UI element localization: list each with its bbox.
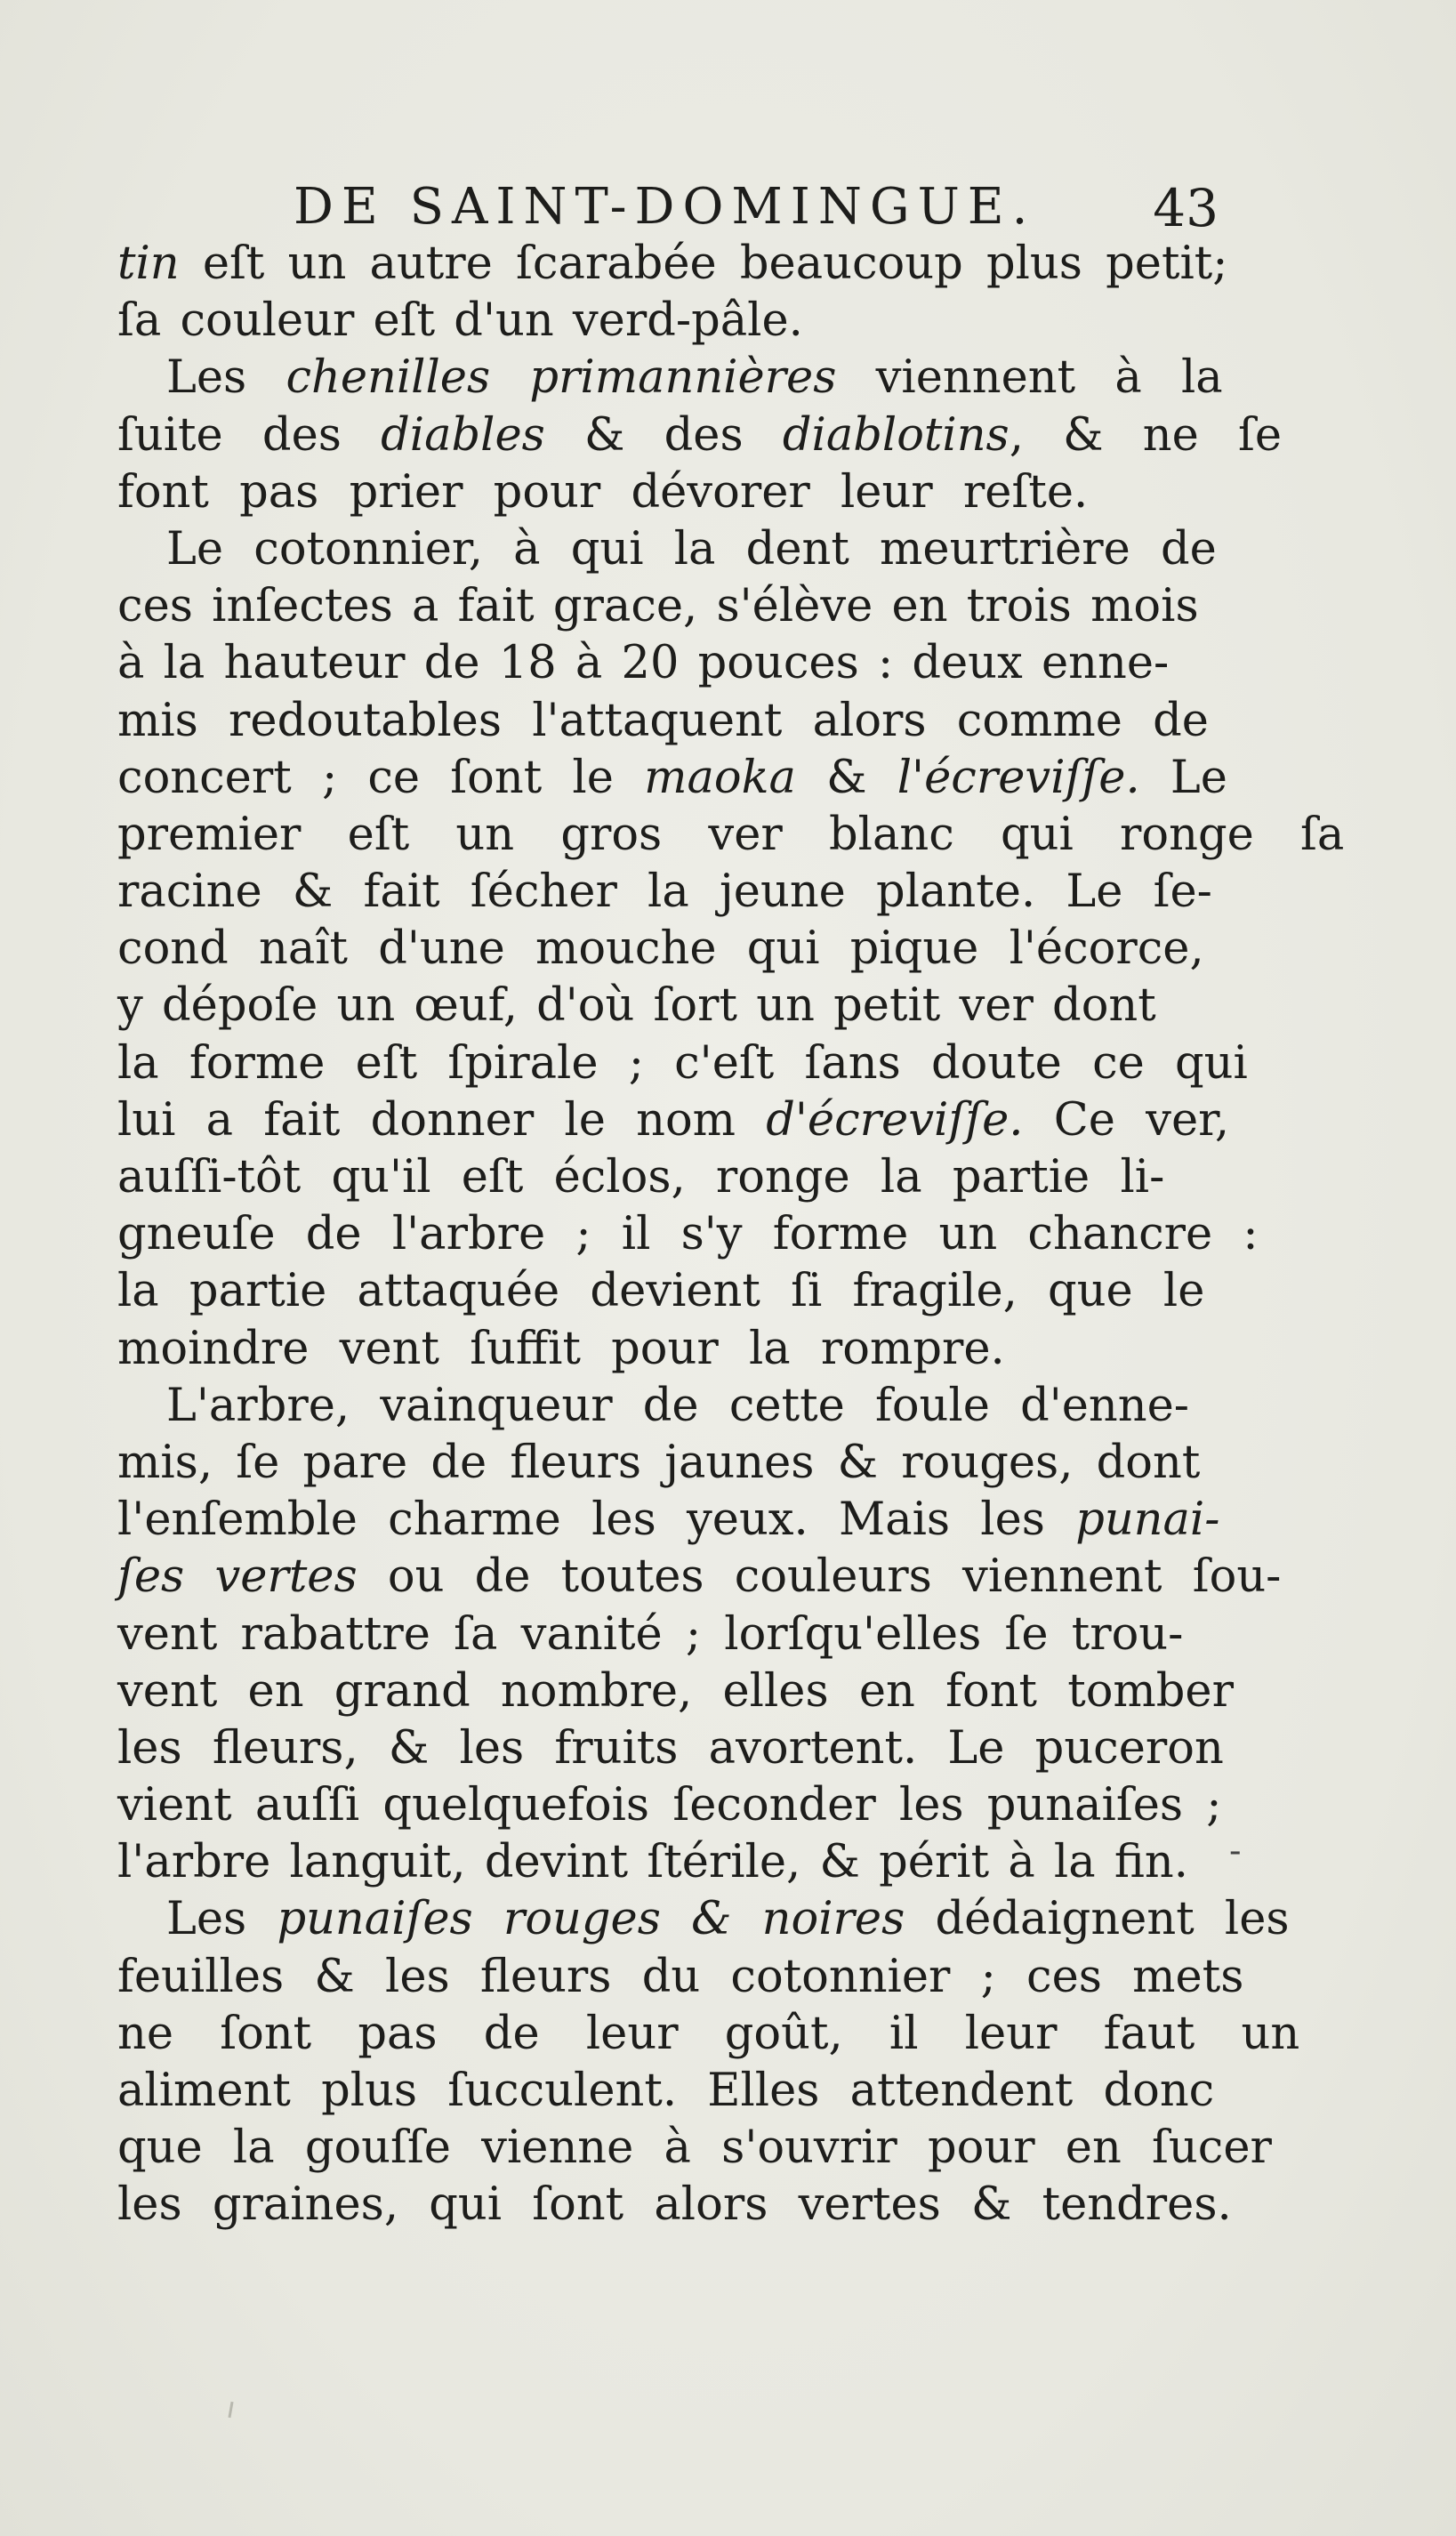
- line-text: gneuſe de l'arbre ; il s'y forme un chancre :: [117, 1208, 1259, 1261]
- text-line: [117, 978, 1225, 1035]
- text-line: [117, 2063, 1225, 2120]
- text-line: [117, 864, 1225, 921]
- text-line: [117, 635, 1225, 692]
- text-line: [117, 1206, 1259, 1263]
- text-line: [117, 1263, 1225, 1320]
- text-line: [117, 2177, 1232, 2234]
- line-text: mis, ſe pare de fleurs jaunes & rouges, dont: [117, 1436, 1201, 1489]
- line-text: , & ne ſe: [1009, 408, 1283, 462]
- text-line: [117, 1549, 1282, 1606]
- italic-phrase: d'écreviſſe.: [766, 1093, 1024, 1147]
- paper-speck: [228, 2402, 233, 2418]
- text-line: [117, 1492, 1225, 1549]
- line-text: l'arbre languit, devint ſtérile, & périt à la fin.: [117, 1836, 1188, 1889]
- line-text: les fleurs, & les fruits avortent. Le puceron: [117, 1721, 1224, 1775]
- line-text: que la gouſſe vienne à s'ouvrir pour en ſucer: [117, 2121, 1272, 2175]
- line-text: Les: [166, 1893, 278, 1946]
- margin-dash-mark: -: [1229, 1831, 1242, 1872]
- line-text: & des: [544, 408, 783, 462]
- line-text: aliment plus ſucculent. Elles attendent donc: [117, 2065, 1215, 2117]
- text-line: [117, 921, 1225, 978]
- line-text: feuilles & les fleurs du cotonnier ; ces mets: [117, 1950, 1244, 2003]
- italic-phrase: maoka: [644, 751, 796, 804]
- line-text: auſſi-tôt qu'il eſt éclos, ronge la partie li-: [117, 1151, 1165, 1204]
- text-line: [117, 1092, 1230, 1149]
- text-line: [117, 1663, 1234, 1720]
- text-line: [117, 1720, 1225, 1777]
- italic-phrase: l'écreviſſe.: [897, 751, 1140, 804]
- text-line: [117, 1606, 1225, 1663]
- text-line: [117, 1891, 1290, 1948]
- line-text: vent rabattre ſa vanité ; lorſqu'elles ſe trou-: [117, 1607, 1184, 1661]
- line-text: dédaignent les: [905, 1893, 1290, 1946]
- italic-phrase: chenilles primannières: [286, 351, 837, 405]
- line-text: mis redoutables l'attaquent alors comme de: [117, 694, 1209, 747]
- line-text: racine & fait ſécher la jeune plante. Le ſe-: [117, 865, 1212, 919]
- text-line: [117, 1378, 1225, 1435]
- text-line: [117, 2006, 1300, 2063]
- body-text: [117, 236, 1345, 2234]
- italic-phrase: diablotins: [782, 408, 1010, 462]
- running-head: [294, 178, 1219, 240]
- italic-phrase: punaiſes rouges & noires: [277, 1893, 905, 1946]
- line-text: L'arbre, vainqueur de cette foule d'enne-: [166, 1379, 1190, 1432]
- running-head-title: DE SAINT-DOMINGUE.: [294, 178, 1036, 236]
- line-text: cond naît d'une mouche qui pique l'écorce,: [117, 922, 1204, 976]
- text-line: [117, 1435, 1225, 1492]
- line-text: concert ; ce ſont le: [117, 751, 645, 804]
- line-text: la partie attaquée devient ſi fragile, que le: [117, 1265, 1205, 1318]
- line-text: font pas prier pour dévorer leur reſte.: [117, 465, 1089, 519]
- line-text: ces inſectes a fait grace, s'élève en trois mois: [117, 580, 1199, 633]
- line-text: lui a fait donner le nom: [117, 1093, 767, 1147]
- line-text: ne ſont pas de leur goût, il leur faut un: [117, 2007, 1300, 2060]
- text-line: [117, 807, 1345, 864]
- text-line: [117, 2120, 1272, 2177]
- line-text: ſuite des: [117, 408, 382, 462]
- italic-phrase: punai-: [1075, 1493, 1220, 1547]
- italic-word: tin: [117, 237, 180, 290]
- text-line: [117, 1949, 1244, 2006]
- text-line: [117, 1149, 1225, 1206]
- text-line: [117, 407, 1283, 464]
- text-line: [117, 578, 1225, 635]
- text-line: [117, 464, 1225, 521]
- line-text: Le: [1139, 751, 1227, 804]
- line-text: vent en grand nombre, elles en font tomber: [117, 1664, 1234, 1718]
- line-text: les graines, qui ſont alors vertes & tendres.: [117, 2178, 1232, 2232]
- italic-phrase: diables: [381, 408, 545, 462]
- line-text: la forme eſt ſpirale ; c'eſt ſans doute ce qui: [117, 1036, 1248, 1090]
- text-line: [117, 693, 1225, 750]
- text-line: [117, 750, 1225, 807]
- text-line: [117, 236, 1228, 293]
- text-line: [117, 293, 1225, 350]
- line-text: Le cotonnier, à qui la dent meurtrière de: [166, 522, 1217, 576]
- text-line: [117, 1834, 1225, 1891]
- text-line: [117, 1321, 1225, 1378]
- line-text: y dépoſe un œuf, d'où ſort un petit ver dont: [117, 979, 1156, 1033]
- line-text: &: [795, 751, 897, 804]
- text-line: [117, 1035, 1248, 1092]
- line-text: Ce ver,: [1023, 1093, 1230, 1147]
- line-text: viennent à la: [836, 351, 1223, 405]
- italic-phrase: ſes vertes: [117, 1550, 358, 1604]
- text-line: [117, 350, 1225, 407]
- line-text: ou de toutes couleurs viennent ſou-: [357, 1550, 1282, 1604]
- page-number: 43: [1153, 178, 1219, 238]
- line-text: Les: [166, 351, 286, 405]
- line-text: à la hauteur de 18 à 20 pouces : deux enne-: [117, 637, 1170, 690]
- text-line: [117, 521, 1225, 578]
- line-text: l'enſemble charme les yeux. Mais les: [117, 1493, 1076, 1547]
- line-text: premier eſt un gros ver blanc qui ronge ſa: [117, 808, 1345, 861]
- line-text: ſa couleur eſt d'un verd-pâle.: [117, 294, 803, 348]
- line-text: eſt un autre ſcarabée beaucoup plus petit;: [179, 237, 1228, 290]
- line-text: vient auſſi quelquefois ſeconder les punaiſes ;: [117, 1779, 1222, 1832]
- line-text: moindre vent ſuffit pour la rompre.: [117, 1322, 1005, 1375]
- text-line: [117, 1777, 1225, 1834]
